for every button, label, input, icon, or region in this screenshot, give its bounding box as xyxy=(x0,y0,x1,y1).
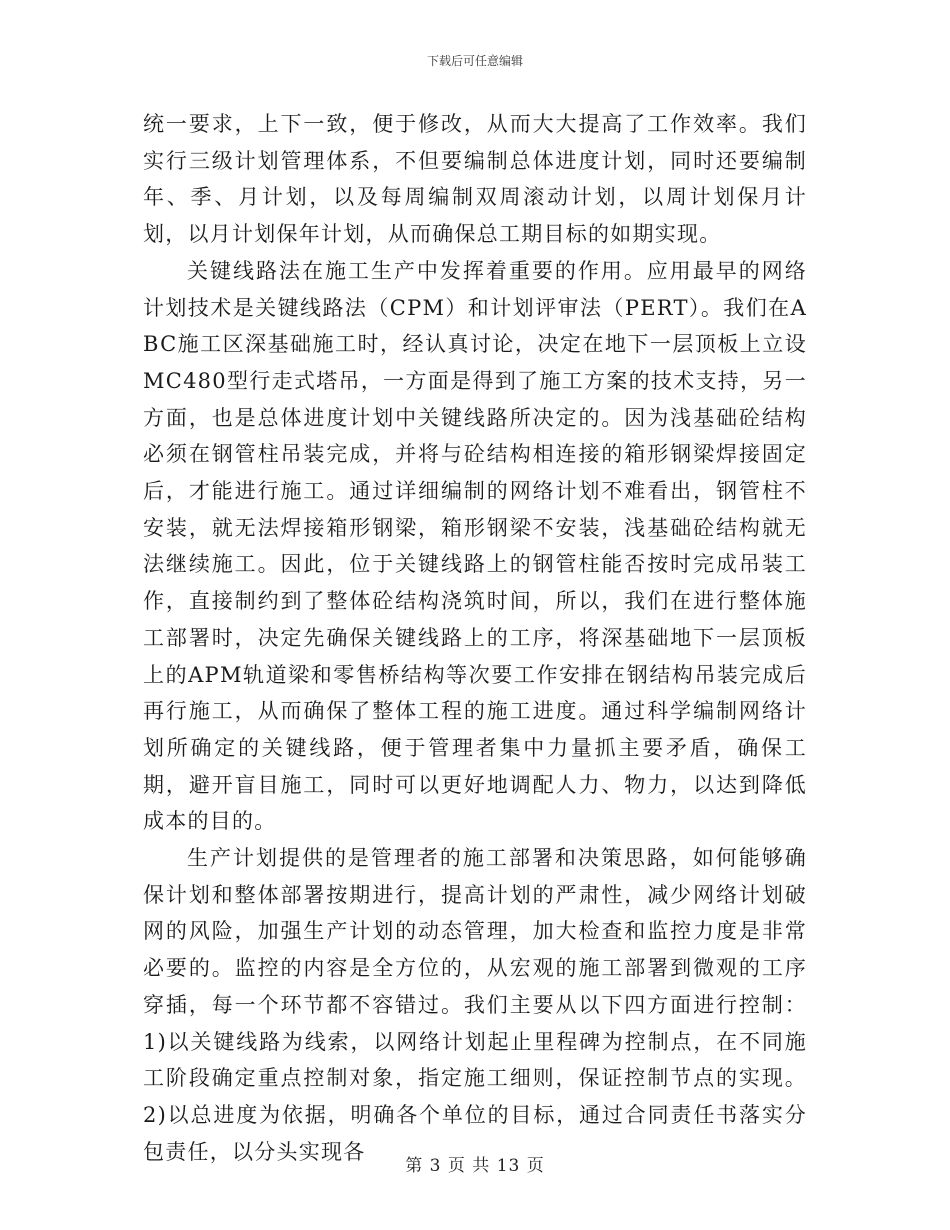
paragraph-plan-control: 生产计划提供的是管理者的施工部署和决策思路，如何能够确保计划和整体部署按期进行，提高计划的严肃性，减少网络计划破网的风险，加强生产计划的动态管理，加大检查和监控力度是非常必要的。监控的内容是全方位的，从宏观的施工部署到微观的工序穿插，每一个环节都不容错过。我们主要从以下四方面进行控制：1)以关键线路为线索，以网络计划起止里程碑为控制点，在不同施工阶段确定重点控制对象，指定施工细则，保证控制节点的实现。2)以总进度为依据，明确各个单位的目标，通过合同责任书落实分包责任，以分头实现各 xyxy=(143,846,807,1164)
page-header: 下载后可任意编辑 xyxy=(426,54,523,68)
paragraph-critical-path: 关键线路法在施工生产中发挥着重要的作用。应用最早的网络计划技术是关键线路法（CPM）和计划评审法（PERT）。我们在ABC施工区深基础施工时，经认真讨论，决定在地下一层顶板上立设MC480型行走式塔吊，一方面是得到了施工方案的技术支持，另一方面，也是总体进度计划中关键线路所决定的。因为浅基础砼结构必须在钢管柱吊装完成，并将与砼结构相连接的箱形钢梁焊接固定后，才能进行施工。通过详细编制的网络计划不难看出，钢管柱不安装，就无法焊接箱形钢梁，箱形钢梁不安装，浅基础砼结构就无法继续施工。因此，位于关键线路上的钢管柱能否按时完成吊装工作，直接制约到了整体砼结构浇筑时间，所以，我们在进行整体施工部署时，决定先确保关键线路上的工序，将深基础地下一层顶板上的APM轨道梁和零售桥结构等次要工作安排在钢结构吊装完成后再行施工，从而确保了整体工程的施工进度。通过科学编制网络计划所确定的关键线路，便于管理者集中力量抓主要矛盾，确保工期，避开盲目施工，同时可以更好地调配人力、物力，以达到降低成本的目的。 xyxy=(143,258,807,834)
paragraph-continuation: 统一要求，上下一致，便于修改，从而大大提高了工作效率。我们实行三级计划管理体系，不但要编制总体进度计划，同时还要编制年、季、月计划，以及每周编制双周滚动计划，以周计划保月计划，以月计划保年计划，从而确保总工期目标的如期实现。 xyxy=(143,112,807,247)
document-body xyxy=(143,106,807,1170)
page-number-footer: 第 3 页 共 13 页 xyxy=(405,1156,545,1176)
